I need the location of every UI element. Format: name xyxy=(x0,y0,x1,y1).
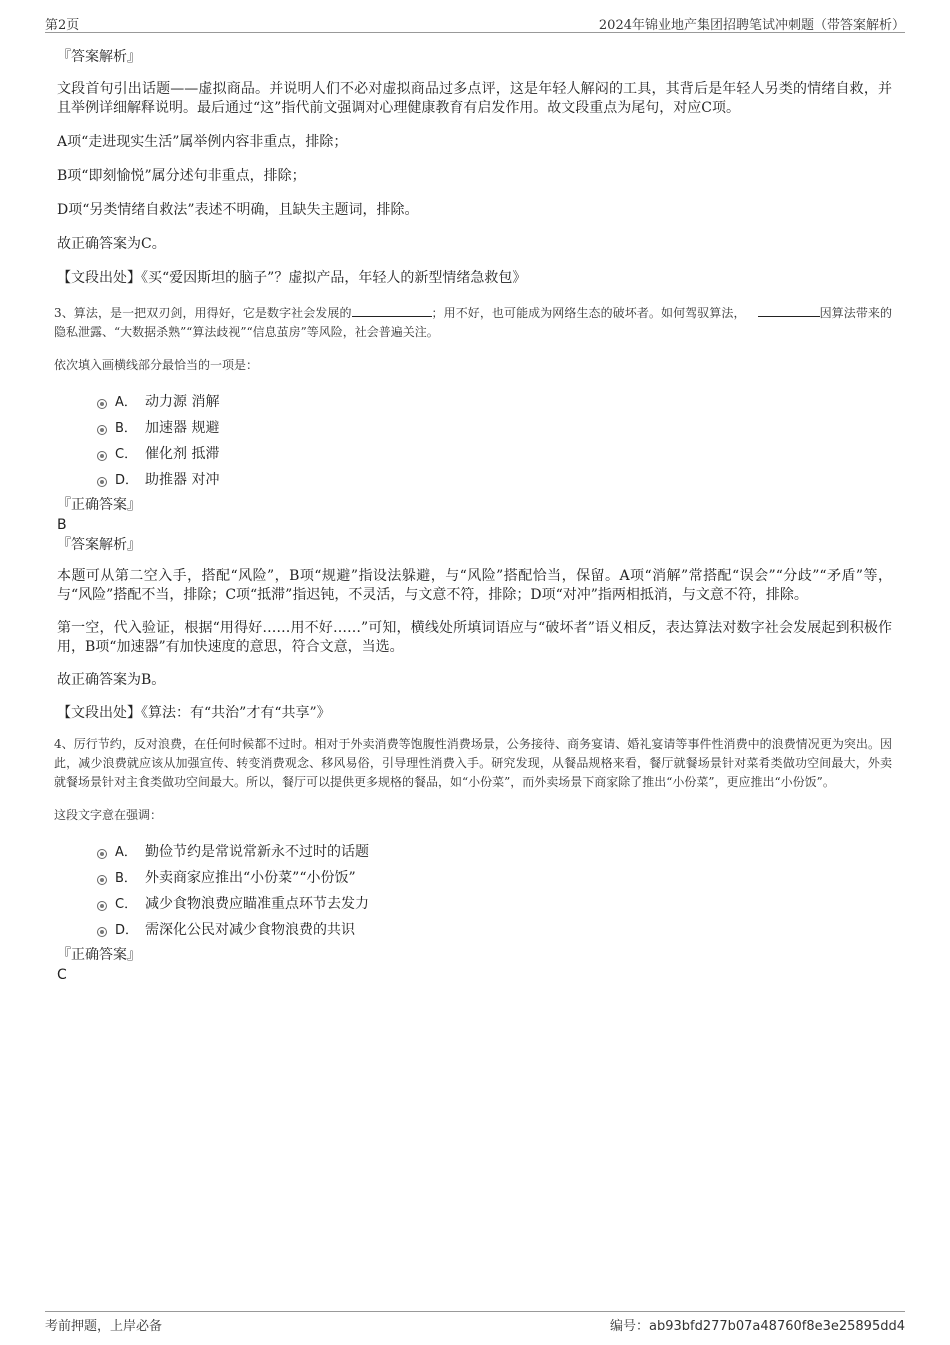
analysis-paragraph: A项“走进现实生活”属举例内容非重点，排除； xyxy=(57,134,348,150)
radio-icon[interactable] xyxy=(97,451,107,461)
analysis-paragraph: D项“另类情绪自救法”表述不明确，且缺失主题词，排除。 xyxy=(57,202,419,218)
radio-icon[interactable] xyxy=(97,875,107,885)
passage-source: 【文段出处】《算法：有“共治”才有“共享”》 xyxy=(57,705,331,721)
option-key: C． xyxy=(115,897,138,912)
question-4-stem: 4、厉行节约，反对浪费，在任何时候都不过时。相对于外卖消费等饱腹性消费场景，公务接待、商务宴请、婚礼宴请等事件性消费中的浪费情况更为突出。因此，减少浪费就应该从加强宣传、转变消费观念、移风易俗，引导理性消费入手。研究发现，从餐品规格来看，餐厅就餐场景针对菜肴类做功空间最大，外卖就餐场景针对主食类做功空间最大。所以，餐厅可以提供更多规格的餐品，如“小份菜”，而外卖场景下商家除了推出“小份菜”，更应推出“小份饭”。 xyxy=(54,737,892,789)
document-title: 2024年锦业地产集团招聘笔试冲刺题（带答案解析） xyxy=(598,18,905,33)
option-b[interactable] xyxy=(57,415,892,441)
question-3-prompt: 依次填入画横线部分最恰当的一项是： xyxy=(54,358,259,372)
fill-blank xyxy=(352,304,432,317)
correct-answer: C xyxy=(57,967,67,983)
radio-icon[interactable] xyxy=(97,927,107,937)
footer-slogan: 考前押题，上岸必备 xyxy=(45,1319,163,1334)
question-3-stem xyxy=(54,304,892,342)
option-d[interactable] xyxy=(57,917,892,943)
option-text: 勤俭节约是常说常新永不过时的话题 xyxy=(145,844,369,860)
correct-answer: B xyxy=(57,517,67,533)
analysis-paragraph: 文段首句引出话题——虚拟商品。并说明人们不必对虚拟商品过多点评，这是年轻人解闷的工具，其背后是年轻人另类的情绪自救，并且举例详细解释说明。最后通过“这”指代前文强调对心理健康教育有启发作用。故文段重点为尾句，对应C项。 xyxy=(57,81,892,116)
analysis-label: 『答案解析』 xyxy=(57,537,141,553)
analysis-paragraph: 本题可从第二空入手，搭配“风险”，B项“规避”指设法躲避，与“风险”搭配恰当，保留。A项“消解”常搭配“误会”“分歧”“矛盾”等，与“风险”搭配不当，排除；C项“抵滞”指迟钝，不灵活，与文意不符，排除；D项“对冲”指两相抵消，与文意不符，排除。 xyxy=(57,568,892,603)
option-b[interactable] xyxy=(57,865,892,891)
passage-source: 【文段出处】《买“爱因斯坦的脑子”？虚拟产品，年轻人的新型情绪急救包》 xyxy=(57,270,527,286)
option-text: 加速器 规避 xyxy=(145,420,220,436)
option-key: A． xyxy=(115,395,137,410)
option-text: 动力源 消解 xyxy=(145,394,220,410)
question-text: ；用不好，也可能成为网络生态的破坏者。如何驾驭算法， xyxy=(431,306,746,320)
radio-icon[interactable] xyxy=(97,399,107,409)
option-key: A． xyxy=(115,845,137,860)
option-text: 助推器 对冲 xyxy=(145,472,220,488)
radio-icon[interactable] xyxy=(97,477,107,487)
option-d[interactable] xyxy=(57,467,892,493)
analysis-conclusion: 故正确答案为B。 xyxy=(57,672,166,688)
option-text: 催化剂 抵滞 xyxy=(145,446,220,462)
analysis-paragraph: B项“即刻愉悦”属分述句非重点，排除； xyxy=(57,168,306,184)
option-text: 减少食物浪费应瞄准重点环节去发力 xyxy=(145,896,369,912)
document-code xyxy=(610,1315,905,1334)
radio-icon[interactable] xyxy=(97,901,107,911)
option-text: 需深化公民对减少食物浪费的共识 xyxy=(145,922,355,938)
question-text: 因算法带来的隐私泄露、“大数据杀熟”“算法歧视”“信息茧房”等风险，社会普遍关注。 xyxy=(54,306,892,339)
code-value: ab93bfd277b07a48760f8e3e25895dd4 xyxy=(648,1319,905,1334)
analysis-conclusion: 故正确答案为C。 xyxy=(57,236,166,252)
option-a[interactable] xyxy=(57,839,892,865)
page-number: 第2页 xyxy=(45,18,80,33)
page-content xyxy=(54,44,892,985)
option-c[interactable] xyxy=(57,441,892,467)
question-3-options xyxy=(57,389,892,493)
radio-icon[interactable] xyxy=(97,849,107,859)
radio-icon[interactable] xyxy=(97,425,107,435)
question-text: 3、算法，是一把双刃剑，用得好，它是数字社会发展的 xyxy=(54,306,352,320)
page-footer xyxy=(45,1311,905,1336)
question-4-options xyxy=(57,839,892,943)
analysis-paragraph: 第一空，代入验证，根据“用得好……用不好……”可知，横线处所填词语应与“破坏者”语义相反，表达算法对数字社会发展起到积极作用，B项“加速器”有加快速度的意思，符合文意，当选。 xyxy=(57,620,892,655)
option-key: C． xyxy=(115,447,138,462)
code-label: 编号： xyxy=(609,1319,649,1334)
question-4-prompt: 这段文字意在强调： xyxy=(54,808,163,822)
correct-answer-label: 『正确答案』 xyxy=(57,497,141,513)
option-key: D． xyxy=(115,923,139,938)
option-text: 外卖商家应推出“小份菜”“小份饭” xyxy=(145,870,356,886)
correct-answer-label: 『正确答案』 xyxy=(57,947,141,963)
analysis-label: 『答案解析』 xyxy=(57,49,141,65)
page-header xyxy=(45,12,905,33)
option-c[interactable] xyxy=(57,891,892,917)
option-key: D． xyxy=(115,473,139,488)
option-a[interactable] xyxy=(57,389,892,415)
option-key: B． xyxy=(115,421,137,436)
fill-blank xyxy=(758,304,820,317)
option-key: B． xyxy=(115,871,137,886)
